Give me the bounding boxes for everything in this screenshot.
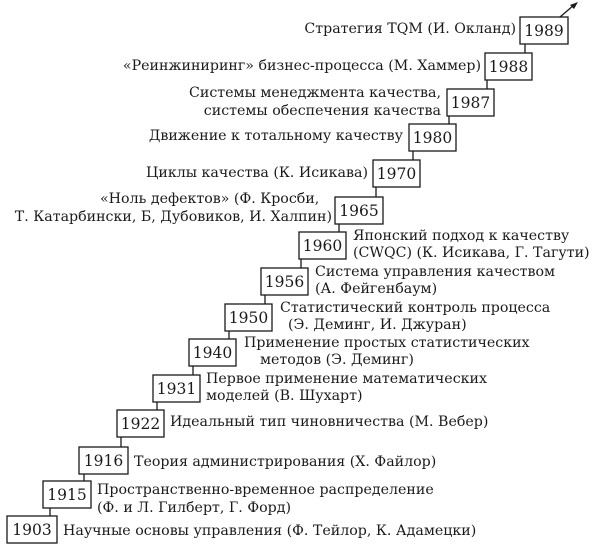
year-label: 1988 <box>488 58 529 76</box>
timeline-event-1956 <box>261 264 555 297</box>
timeline-event-1922 <box>117 410 488 437</box>
year-label: 1916 <box>83 452 124 470</box>
event-label-line-1: «Реинжиниринг» бизнес-процесса (М. Хаммер) <box>122 58 481 74</box>
event-label-line-1: Теория администрирования (Х. Файлор) <box>134 454 437 470</box>
year-label: 1915 <box>47 486 87 504</box>
year-label: 1922 <box>120 415 161 433</box>
year-label: 1965 <box>339 202 379 220</box>
event-label-line-2: (Ф. и Л. Гилберт, Г. Форд) <box>97 500 291 516</box>
event-label-line-1: Циклы качества (К. Исикава) <box>146 165 368 181</box>
event-label-line-1: Идеальный тип чиновничества (М. Вебер) <box>170 414 489 430</box>
timeline-event-1970 <box>146 160 420 187</box>
event-label-line-1: Статистический контроль процесса <box>280 300 551 316</box>
event-label-line-2: Т. Катарбински, Б, Дубовиков, И. Халпин) <box>14 209 332 225</box>
event-label-line-1: «Ноль дефектов» (Ф. Кросби, <box>100 191 320 207</box>
year-label: 1980 <box>412 129 453 147</box>
year-label: 1931 <box>156 380 197 398</box>
timeline-event-1903 <box>7 516 476 543</box>
timeline-event-1960 <box>299 228 590 261</box>
timeline-event-1950 <box>225 300 551 333</box>
timeline-event-1980 <box>149 124 456 151</box>
year-label: 1960 <box>302 237 343 255</box>
timeline-event-1915 <box>43 481 434 516</box>
event-label-line-1: Пространственно-временное распределение <box>97 482 434 498</box>
event-label-line-1: Первое применение математических <box>206 371 487 387</box>
year-label: 1950 <box>228 309 269 327</box>
timeline-event-1989 <box>304 17 568 44</box>
year-label: 1970 <box>376 165 417 183</box>
event-label-line-2: методов (Э. Деминг) <box>260 352 414 368</box>
event-label-line-2: (CWQC) (К. Исикава, Г. Тагути) <box>353 245 590 261</box>
timeline-event-1940 <box>189 335 530 368</box>
timeline-event-1916 <box>79 447 436 474</box>
year-label: 1903 <box>12 521 52 539</box>
event-label-line-1: Японский подход к качеству <box>353 228 570 244</box>
event-label-line-2: (А. Фейгенбаум) <box>315 281 438 297</box>
event-label-line-1: Применение простых статистических <box>244 335 530 351</box>
event-label-line-2: системы обеспечения качества <box>203 103 441 119</box>
event-label-line-1: Движение к тотальному качеству <box>148 128 403 144</box>
event-label-line-1: Системы менеджмента качества, <box>189 85 441 101</box>
timeline-event-1931 <box>153 371 487 404</box>
year-label: 1987 <box>450 94 491 112</box>
event-label-line-1: Научные основы управления (Ф. Тейлор, К. Адамецки) <box>63 523 477 539</box>
year-label: 1940 <box>192 344 233 362</box>
event-label-line-1: Система управления качеством <box>315 264 556 280</box>
event-label-line-2: моделей (В. Шухарт) <box>206 388 363 404</box>
arrow-up-right-icon <box>560 2 578 17</box>
year-label: 1989 <box>524 22 564 40</box>
timeline-event-1987 <box>189 85 494 119</box>
event-label-line-1: Стратегия TQM (И. Окланд) <box>304 21 516 37</box>
year-label: 1956 <box>264 273 305 291</box>
event-label-line-2: (Э. Деминг, И. Джуран) <box>288 317 467 333</box>
timeline-event-1965 <box>15 191 383 225</box>
timeline-event-1988 <box>123 53 532 80</box>
